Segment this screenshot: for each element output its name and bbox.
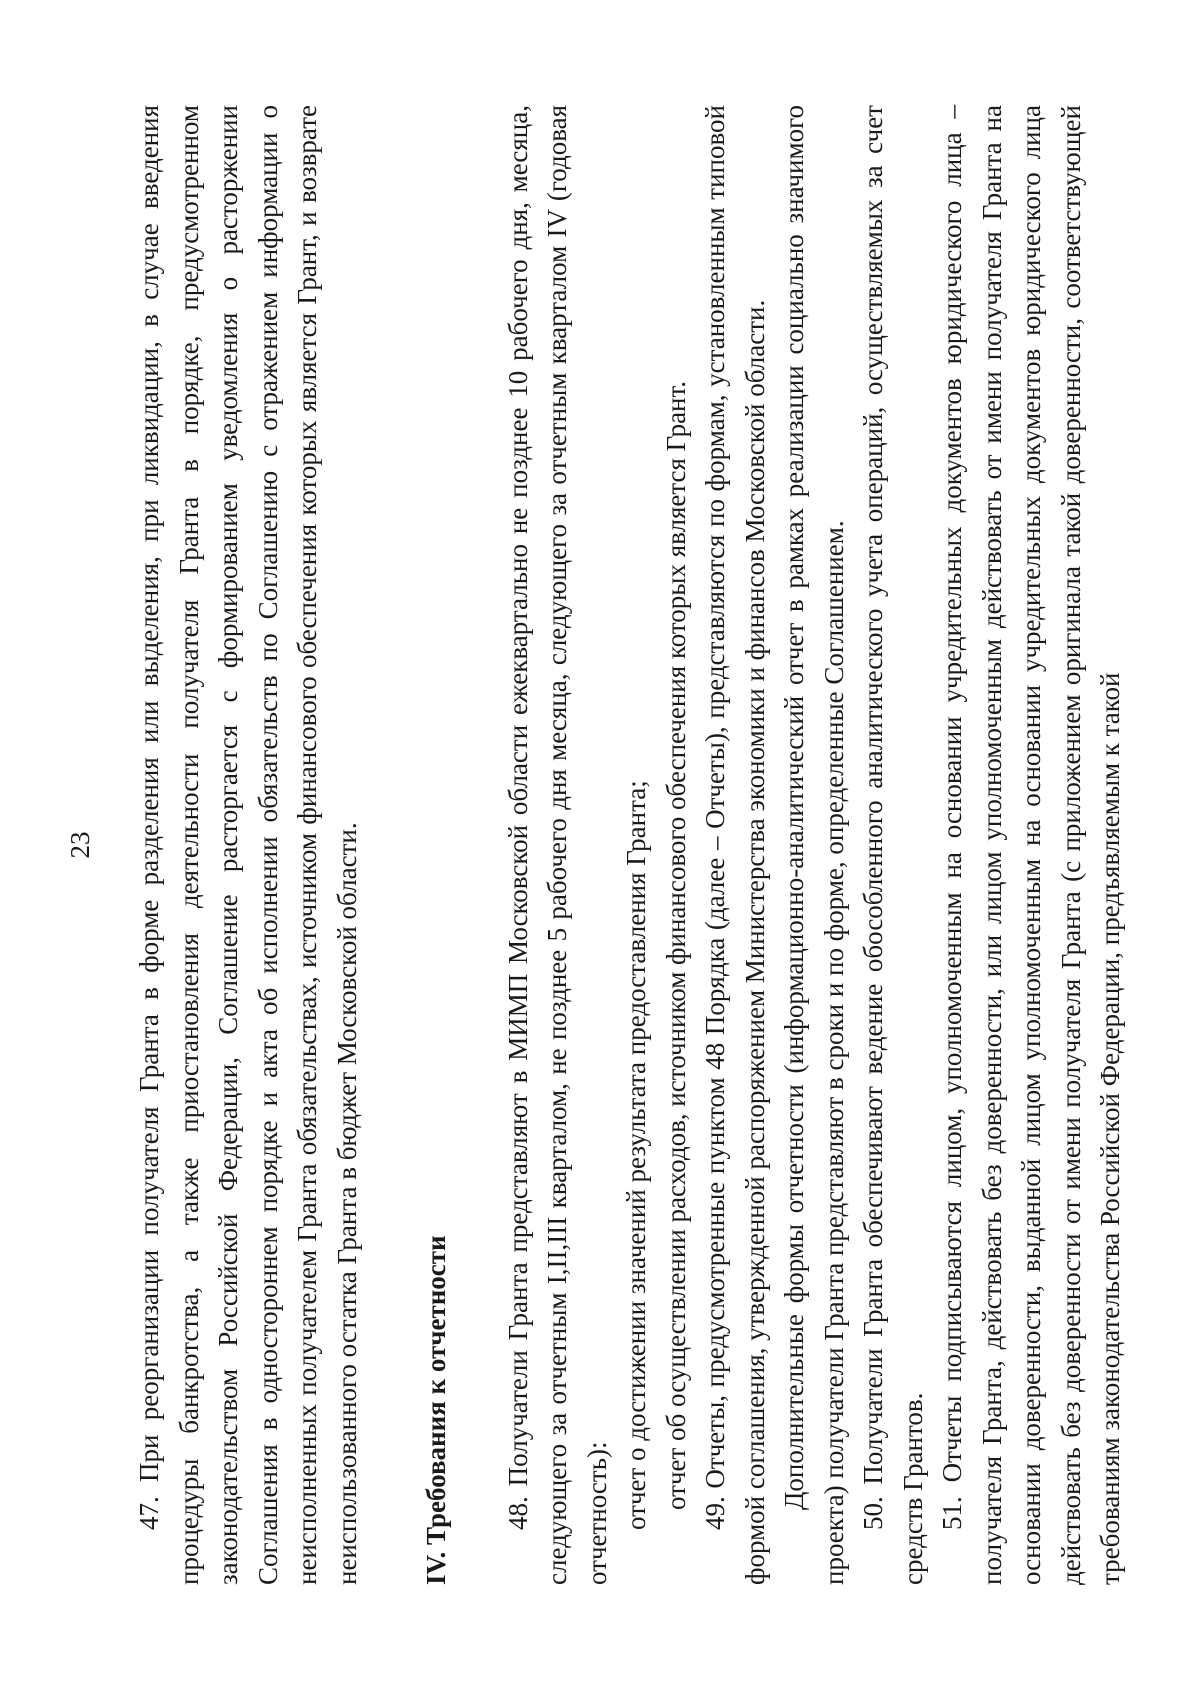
rotated-page-content — [65, 105, 1125, 1585]
paragraph-additional-forms: Дополнительные формы отчетности (информационно-аналитический отчет в рамках реализации социально значимого проекта) получатели Гранта представляют в сроки и по форме, определенные Соглашением. — [779, 105, 849, 1585]
paragraph-51: 51. Отчеты подписываются лицом, уполномоченным на основании учредительных документов юридического лица – получателя Гранта, действовать без доверенности, или лицом уполномоченным действовать от имени получателя Гранта на основании доверенности, выданной лицом уполномоченным на основании учредительных документов юридического лица действовать без доверенности от имени получателя Гранта (с приложением оригинала такой доверенности, соответствующей требованиям законодательства Российской Федерации, предъявляемым к такой — [937, 105, 1125, 1585]
paragraph-48: 48. Получатели Гранта представляют в МИМП Московской области ежеквартально не позднее 10 рабочего дня, месяца, следующего за отчетным I,II,III кварталом, не позднее 5 рабочего дня месяца, следующего за отчетным кварталом IV (годовая отчетность): — [502, 105, 612, 1585]
paragraph-50: 50. Получатели Гранта обеспечивают ведение обособленного аналитического учета операций, осуществляемых за счет средств Грантов. — [858, 105, 928, 1585]
page-number: 23 — [65, 831, 95, 859]
list-item-expense-report: отчет об осуществлении расходов, источником финансового обеспечения которых является Грант. — [660, 380, 691, 1510]
paragraph-49: 49. Отчеты, предусмотренные пунктом 48 Порядка (далее – Отчеты), представляются по формам, установленным типовой формой соглашения, утвержденной распоряжением Министерства экономики и финансов Московской области. — [700, 105, 770, 1585]
list-item-result-report: отчет о достижении значений результата предоставления Гранта; — [621, 780, 651, 1530]
paragraph-47: 47. При реорганизации получателя Гранта в форме разделения или выделения, при ликвидации, в случае введения процедуры банкротства, а также приостановления деятельности получателя Гранта в порядке, предусмотренном законодательством Российской Федерации, Соглашение расторгается с формированием уведомления о расторжении Соглашения в одностороннем порядке и акта об исполнении обязательств по Соглашению с отражением информации о неисполненных получателем Гранта обязательствах, источником финансового обеспечения которых является Грант, и возврате неиспользованного остатка Гранта в бюджет Московской области. — [134, 105, 362, 1585]
section-heading: IV. Требования к отчетности — [421, 1235, 451, 1585]
